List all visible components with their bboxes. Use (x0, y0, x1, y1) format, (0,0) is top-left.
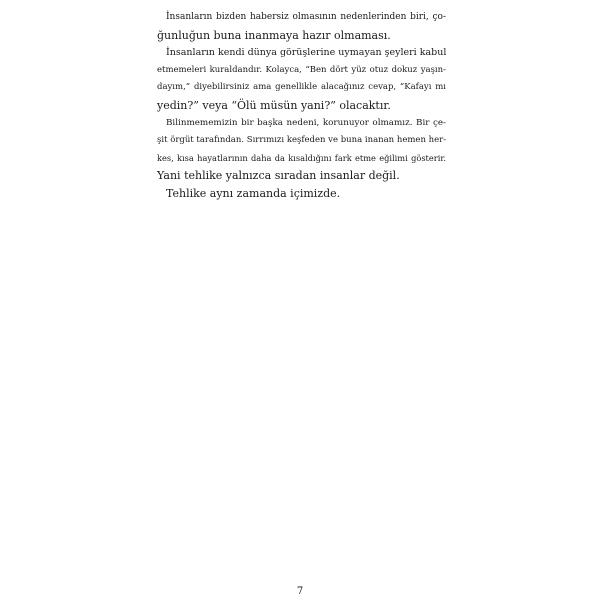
text-line: Tehlike aynı zamanda içimizde. (166, 186, 341, 200)
paragraph (148, 44, 446, 114)
body-text (148, 9, 446, 203)
text-line: dayım,” diyebilirsiniz ama genellikle alacağınız cevap, “Kafayı mı (157, 82, 446, 93)
text-line: etmemeleri kuraldandır. Kolayca, “Ben dört yüz otuz dokuz yaşın- (157, 64, 446, 75)
paragraph (148, 115, 446, 185)
paragraph (148, 185, 446, 203)
text-line: Yani tehlike yalnızca sıradan insanlar değil. (157, 169, 400, 183)
text-line: İnsanların kendi dünya görüşlerine uymayan şeyleri kabul (166, 47, 447, 59)
page-number: 7 (296, 586, 304, 597)
text-line: İnsanların bizden habersiz olmasının nedenlerinden biri, ço- (166, 12, 446, 22)
text-line: kes, kısa hayatlarının daha da kısaldığını fark etme eğilimi gösterir. (157, 152, 446, 163)
text-line: ğunluğun buna inanmaya hazır olmaması. (157, 28, 391, 42)
text-line: yedin?” veya “Ölü müsün yani?” olacaktır. (157, 98, 391, 112)
paragraph (148, 9, 446, 44)
text-line: Bilinmememizin bir başka nedeni, korunuyor olmamız. Bir çe- (166, 117, 446, 128)
text-line: şit örgüt tarafından. Sırrımızı keşfeden ve buna inanan hemen her- (157, 135, 447, 146)
